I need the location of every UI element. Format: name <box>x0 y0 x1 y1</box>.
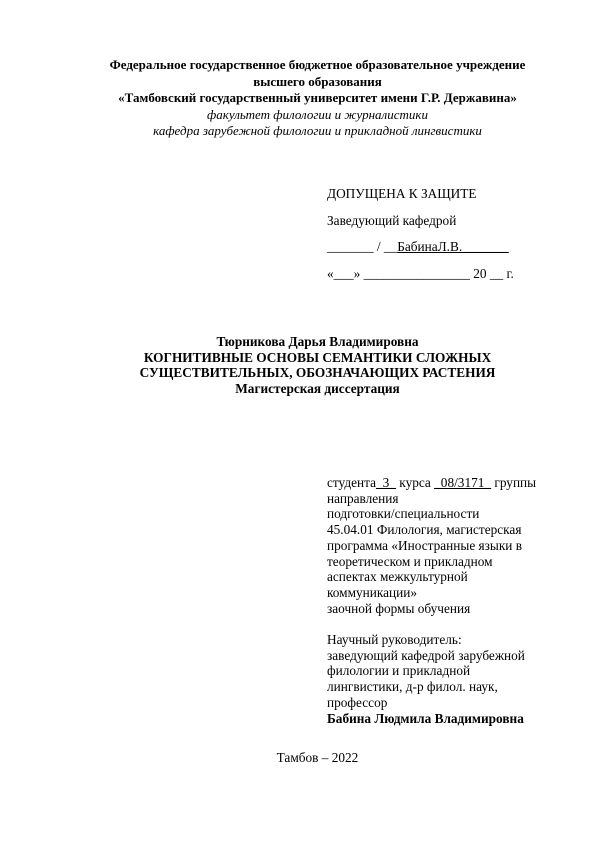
supervisor-line-4: профессор <box>327 694 388 710</box>
header-line-1: Федеральное государственное бюджетное образовательное учреждение <box>109 57 526 72</box>
approval-block <box>327 186 514 292</box>
student-course-group <box>327 475 567 491</box>
supervisor-label: Научный руководитель: <box>327 632 462 648</box>
course-number: _3_ <box>376 475 396 490</box>
thesis-title-line-2: СУЩЕСТВИТЕЛЬНЫХ, ОБОЗНАЧАЮЩИХ РАСТЕНИЯ <box>139 365 496 380</box>
group-word: группы <box>491 475 537 490</box>
city-year: Тамбов – 2022 <box>276 750 359 765</box>
group-number: _08/3171_ <box>434 475 492 490</box>
signature-blank: _______ <box>327 239 374 254</box>
signature-name: БабинаЛ.В._______ <box>397 239 509 254</box>
student-prefix: студента <box>327 475 377 490</box>
supervisor-name: Бабина Людмила Владимировна <box>327 710 524 726</box>
supervisor-line-1: заведующий кафедрой зарубежной <box>327 647 525 663</box>
head-of-department-label: Заведующий кафедрой <box>327 212 457 228</box>
signature-separator: / __ <box>373 239 398 254</box>
course-word: курса <box>395 475 435 490</box>
study-form: заочной формы обучения <box>327 600 471 616</box>
student-line-7: аспектах межкультурной <box>327 569 468 585</box>
department-name: кафедра зарубежной филологии и прикладной лингвистики <box>153 123 482 138</box>
university-header <box>60 57 575 140</box>
university-name: «Тамбовский государственный университет имени Г.Р. Державина» <box>118 90 517 105</box>
student-line-3: подготовки/специальности <box>327 506 480 522</box>
student-line-4: 45.04.01 Филология, магистерская <box>327 522 522 538</box>
student-info-block <box>327 475 567 726</box>
spacer <box>327 616 567 632</box>
work-type: Магистерская диссертация <box>235 380 400 396</box>
admitted-label: ДОПУЩЕНА К ЗАЩИТЕ <box>327 186 477 201</box>
thesis-title-block <box>60 334 575 396</box>
faculty-name: факультет филологии и журналистики <box>207 106 428 122</box>
supervisor-line-3: лингвистики, д-р филол. наук, <box>327 679 498 695</box>
student-line-2: направления <box>327 490 399 506</box>
supervisor-line-2: филологии и прикладной <box>327 663 471 679</box>
student-line-5: программа «Иностранные языки в <box>327 537 523 553</box>
header-line-2: высшего образования <box>253 73 382 89</box>
signature-line <box>327 239 514 255</box>
date-line: «___» ________________ 20 __ г. <box>327 265 514 281</box>
student-line-8: коммуникации» <box>327 584 418 600</box>
student-line-6: теоретическом и прикладном <box>327 553 493 569</box>
author-name: Тюрникова Дарья Владимировна <box>216 334 419 349</box>
thesis-title-line-1: КОГНИТИВНЫЕ ОСНОВЫ СЕМАНТИКИ СЛОЖНЫХ <box>143 349 492 365</box>
